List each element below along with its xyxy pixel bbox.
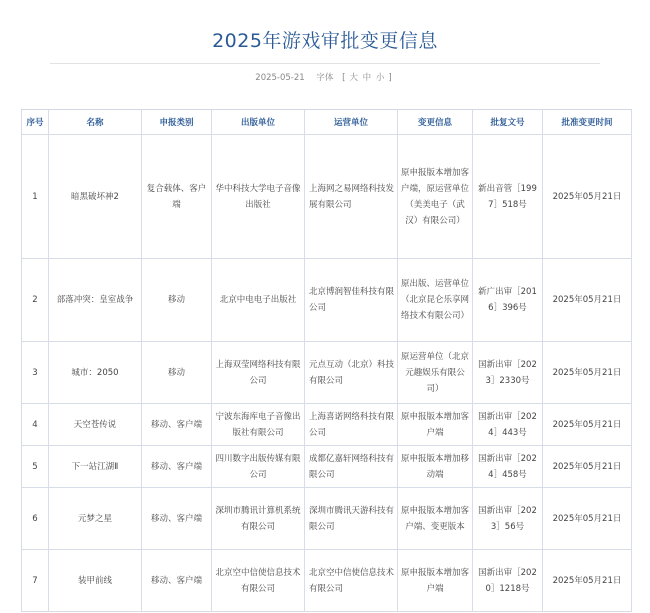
cell-name: 下一站江湖Ⅱ bbox=[49, 446, 142, 488]
font-size-large-link[interactable]: 大 bbox=[349, 73, 358, 83]
article-meta bbox=[0, 71, 650, 83]
cell-index: 6 bbox=[22, 488, 49, 550]
approval-table-container bbox=[21, 109, 631, 612]
approval-table bbox=[21, 109, 632, 612]
table-row bbox=[22, 135, 632, 259]
cell-approval-no: 新广出审［2016］396号 bbox=[473, 259, 543, 342]
cell-category: 移动 bbox=[142, 342, 212, 404]
cell-category: 移动、客户端 bbox=[142, 404, 212, 446]
cell-category: 移动 bbox=[142, 259, 212, 342]
header-name: 名称 bbox=[49, 110, 142, 135]
font-size-small-link[interactable]: 小 bbox=[375, 73, 385, 83]
cell-change-info: 原申报版本增加客户端，原运营单位（美美电子（武汉）有限公司） bbox=[398, 135, 473, 259]
cell-approval-date: 2025年05月21日 bbox=[543, 404, 632, 446]
cell-category: 移动、客户端 bbox=[142, 488, 212, 550]
cell-operator: 北京空中信使信息技术有限公司 bbox=[305, 550, 398, 612]
font-size-label: 字体 bbox=[316, 73, 334, 83]
cell-publisher: 华中科技大学电子音像出版社 bbox=[212, 135, 305, 259]
cell-approval-date: 2025年05月21日 bbox=[543, 446, 632, 488]
cell-change-info: 原申报版本增加客户端 bbox=[398, 550, 473, 612]
table-row bbox=[22, 342, 632, 404]
cell-index: 3 bbox=[22, 342, 49, 404]
page-title: 2025年游戏审批变更信息 bbox=[212, 30, 438, 52]
cell-approval-date: 2025年05月21日 bbox=[543, 135, 632, 259]
cell-index: 2 bbox=[22, 259, 49, 342]
cell-operator: 上海喜诺网络科技有限公司 bbox=[305, 404, 398, 446]
cell-change-info: 原申报版本增加移动端 bbox=[398, 446, 473, 488]
cell-index: 5 bbox=[22, 446, 49, 488]
cell-category: 移动、客户端 bbox=[142, 550, 212, 612]
cell-approval-no: 国新出审［2020］1218号 bbox=[473, 550, 543, 612]
header-publisher: 出版单位 bbox=[212, 110, 305, 135]
cell-operator: 上海网之易网络科技发展有限公司 bbox=[305, 135, 398, 259]
cell-name: 装甲前线 bbox=[49, 550, 142, 612]
cell-change-info: 原出版、运营单位（北京昆仑乐享网络技术有限公司） bbox=[398, 259, 473, 342]
bracket-close: ] bbox=[388, 73, 392, 83]
cell-operator: 深圳市腾讯天游科技有限公司 bbox=[305, 488, 398, 550]
header-change-info: 变更信息 bbox=[398, 110, 473, 135]
cell-approval-no: 新出音管［1997］518号 bbox=[473, 135, 543, 259]
cell-change-info: 原申报版本增加客户端 bbox=[398, 404, 473, 446]
cell-approval-date: 2025年05月21日 bbox=[543, 550, 632, 612]
cell-approval-no: 国新出审［2024］458号 bbox=[473, 446, 543, 488]
table-row bbox=[22, 488, 632, 550]
cell-publisher: 北京空中信使信息技术有限公司 bbox=[212, 550, 305, 612]
cell-approval-no: 国新出审［2023］2330号 bbox=[473, 342, 543, 404]
cell-change-info: 原运营单位（北京元趣娱乐有限公司） bbox=[398, 342, 473, 404]
publish-date: 2025-05-21 bbox=[255, 73, 305, 83]
cell-publisher: 宁波东海库电子音像出版社有限公司 bbox=[212, 404, 305, 446]
header-category: 申报类别 bbox=[142, 110, 212, 135]
table-row bbox=[22, 404, 632, 446]
cell-operator: 元点互动（北京）科技有限公司 bbox=[305, 342, 398, 404]
cell-operator: 北京博润智佳科技有限公司 bbox=[305, 259, 398, 342]
table-row bbox=[22, 446, 632, 488]
cell-name: 城市：2050 bbox=[49, 342, 142, 404]
cell-category: 复合载体、客户端 bbox=[142, 135, 212, 259]
table-row bbox=[22, 259, 632, 342]
bracket-open: [ bbox=[342, 73, 346, 83]
table-header-row bbox=[22, 110, 632, 135]
cell-publisher: 四川数字出版传媒有限公司 bbox=[212, 446, 305, 488]
cell-change-info: 原申报版本增加客户端、变更版本 bbox=[398, 488, 473, 550]
cell-name: 元梦之星 bbox=[49, 488, 142, 550]
cell-operator: 成都亿嘉轩网络科技有限公司 bbox=[305, 446, 398, 488]
cell-approval-date: 2025年05月21日 bbox=[543, 259, 632, 342]
header-index: 序号 bbox=[22, 110, 49, 135]
cell-index: 7 bbox=[22, 550, 49, 612]
cell-approval-no: 国新出审［2023］56号 bbox=[473, 488, 543, 550]
title-divider bbox=[50, 63, 600, 64]
cell-publisher: 北京中电电子出版社 bbox=[212, 259, 305, 342]
header-operator: 运营单位 bbox=[305, 110, 398, 135]
header-approval-date: 批准变更时间 bbox=[543, 110, 632, 135]
font-size-switcher bbox=[313, 73, 394, 83]
cell-approval-date: 2025年05月21日 bbox=[543, 342, 632, 404]
cell-approval-date: 2025年05月21日 bbox=[543, 488, 632, 550]
font-size-medium-link[interactable]: 中 bbox=[362, 73, 372, 83]
cell-index: 1 bbox=[22, 135, 49, 259]
header-approval-no: 批复文号 bbox=[473, 110, 543, 135]
cell-name: 天空苍传说 bbox=[49, 404, 142, 446]
table-row bbox=[22, 550, 632, 612]
cell-approval-no: 国新出审［2024］443号 bbox=[473, 404, 543, 446]
cell-index: 4 bbox=[22, 404, 49, 446]
cell-publisher: 深圳市腾讯计算机系统有限公司 bbox=[212, 488, 305, 550]
cell-name: 暗黑破坏神2 bbox=[49, 135, 142, 259]
cell-name: 部落冲突：皇室战争 bbox=[49, 259, 142, 342]
cell-category: 移动、客户端 bbox=[142, 446, 212, 488]
cell-publisher: 上海双莹网络科技有限公司 bbox=[212, 342, 305, 404]
